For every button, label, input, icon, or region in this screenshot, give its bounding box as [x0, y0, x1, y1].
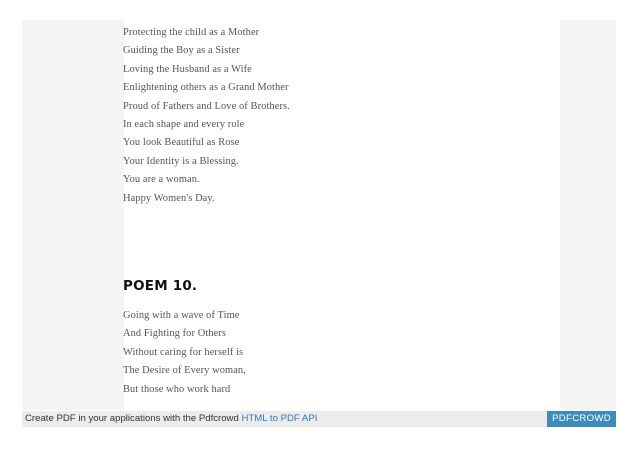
poem-line: Going with a wave of Time: [123, 310, 240, 321]
poem-line: Protecting the child as a Mother: [123, 27, 260, 38]
html-to-pdf-link[interactable]: HTML to PDF API: [241, 413, 318, 424]
poem-line: The Desire of Every woman,: [123, 365, 246, 377]
poem-line: But those who work hard: [123, 383, 231, 395]
pdfcrowd-footer: [22, 411, 616, 427]
poem-line: Happy Women's Day.: [123, 192, 215, 204]
poem-line: In each shape and every role: [123, 119, 245, 131]
pdfcrowd-brand-button[interactable]: PDFCROWD: [547, 411, 616, 427]
poem-line: Without caring for herself is: [123, 346, 244, 358]
poem-line: Proud of Fathers and Love of Brothers.: [123, 100, 290, 112]
poem-line: Loving the Husband as a Wife: [123, 63, 252, 75]
poem-line: Guiding the Boy as a Sister: [123, 45, 240, 57]
footer-caption: Create PDF in your applications with the Pdfcrowd: [25, 413, 239, 424]
poem-10-stanza: [123, 307, 246, 399]
poem-line: You are a woman.: [123, 174, 200, 186]
poem-line: And Fighting for Others: [123, 328, 227, 340]
footer-text: [25, 413, 317, 424]
poem-line: You look Beautiful as Rose: [123, 137, 240, 149]
poem-line: Enlightening others as a Grand Mother: [123, 82, 289, 94]
poem-line: Your Identity is a Blessing.: [123, 155, 239, 167]
page-frame: [22, 20, 616, 410]
poem-heading: POEM 10.: [123, 278, 198, 294]
poem-9-stanza: [123, 24, 290, 208]
